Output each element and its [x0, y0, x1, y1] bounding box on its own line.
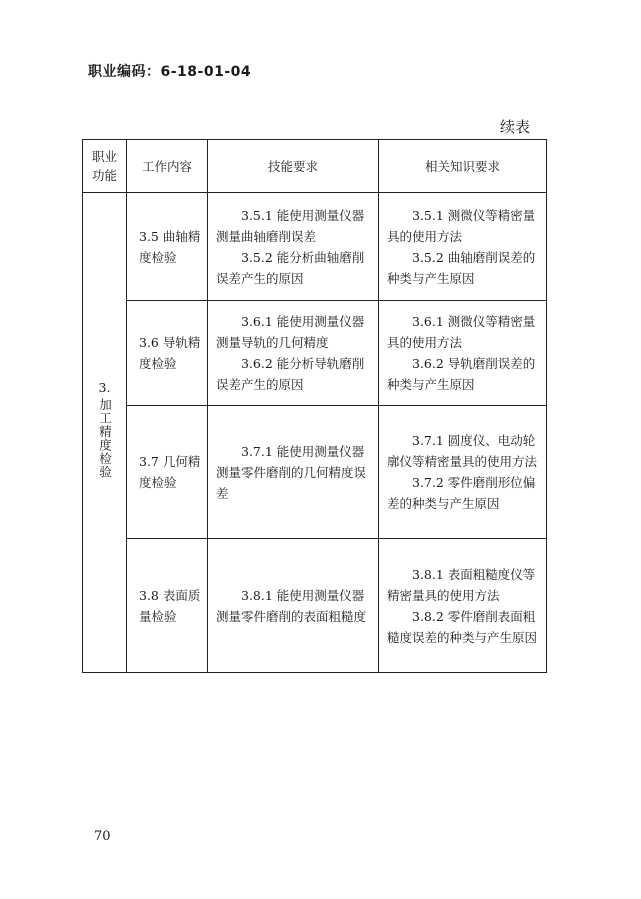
knowledge-item: 3.7.2 零件磨削形位偏差的种类与产生原因 [387, 475, 536, 511]
skill-cell [208, 539, 379, 673]
function-name: 加工精度检验 [97, 398, 113, 479]
work-content-cell: 3.7 几何精度检验 [127, 406, 208, 539]
knowledge-item: 3.6.2 导轨磨削误差的种类与产生原因 [387, 356, 536, 392]
skill-cell [208, 193, 379, 301]
skill-item: 3.7.1 能使用测量仪器测量零件磨削的几何精度误差 [216, 443, 367, 501]
work-content-cell: 3.6 导轨精度检验 [127, 301, 208, 406]
table-row [83, 539, 547, 673]
work-content-cell: 3.8 表面质量检验 [127, 539, 208, 673]
header-function: 职业功能 [83, 140, 127, 193]
continued-label: 续表 [500, 118, 531, 136]
occupation-code: 职业编码：6-18-01-04 [88, 64, 252, 80]
knowledge-item: 3.6.1 测微仪等精密量具的使用方法 [387, 314, 536, 350]
table-row [83, 301, 547, 406]
knowledge-item: 3.7.1 圆度仪、电动轮廓仪等精密量具的使用方法 [387, 433, 538, 469]
skills-table [82, 139, 547, 673]
skill-cell [208, 301, 379, 406]
skill-item: 3.6.2 能分析导轨磨削误差产生的原因 [216, 356, 365, 392]
knowledge-cell [379, 539, 547, 673]
header-content: 工作内容 [127, 140, 208, 193]
function-group-cell [83, 193, 127, 673]
knowledge-cell [379, 301, 547, 406]
header-skills: 技能要求 [208, 140, 379, 193]
skill-cell [208, 406, 379, 539]
knowledge-item: 3.8.2 零件磨削表面粗糙度误差的种类与产生原因 [387, 608, 538, 645]
page-number: 70 [94, 829, 111, 844]
table-header-row [83, 140, 547, 193]
knowledge-cell [379, 193, 547, 301]
function-number: 3. [98, 380, 111, 395]
knowledge-cell [379, 406, 547, 539]
skill-item: 3.6.1 能使用测量仪器测量导轨的几何精度 [216, 314, 365, 350]
skill-item: 3.8.1 能使用测量仪器测量零件磨削的表面粗糙度 [216, 587, 367, 624]
header-knowledge: 相关知识要求 [379, 140, 547, 193]
skill-item: 3.5.2 能分析曲轴磨削误差产生的原因 [216, 249, 365, 286]
work-content-cell: 3.5 曲轴精度检验 [127, 193, 208, 301]
knowledge-item: 3.5.2 曲轴磨削误差的种类与产生原因 [387, 249, 536, 286]
knowledge-item: 3.5.1 测微仪等精密量具的使用方法 [387, 207, 536, 244]
table-row [83, 406, 547, 539]
table-row [83, 193, 547, 301]
skill-item: 3.5.1 能使用测量仪器测量曲轴磨削误差 [216, 207, 365, 244]
knowledge-item: 3.8.1 表面粗糙度仪等精密量具的使用方法 [387, 566, 536, 603]
